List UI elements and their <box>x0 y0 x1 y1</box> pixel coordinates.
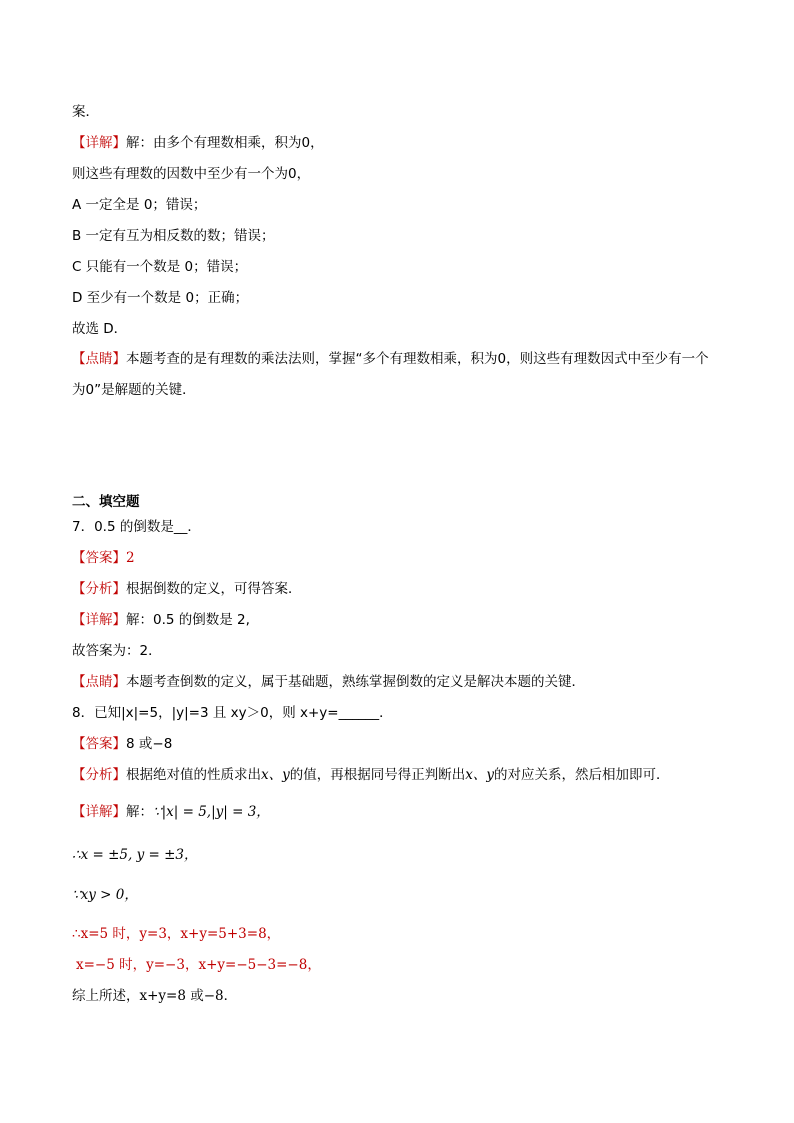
q8-eq6: 综上所述，x+y=8 或−8． <box>72 988 238 1004</box>
option-d-line: D 至少有一个数是 0；正确； <box>72 290 249 306</box>
analysis-tag: 【分析】 <box>72 767 126 783</box>
question-7: 7．0.5 的倒数是__． <box>72 519 201 535</box>
q8-analysis-vars: x、y <box>465 767 494 783</box>
option-c-line: C 只能有一个数是 0；错误； <box>72 259 248 275</box>
q8-eq5: x=−5 时，y=−3，x+y=−5−3=−8， <box>76 957 321 973</box>
option-a-line: A 一定全是 0；错误； <box>72 197 207 213</box>
question-8: 8．已知|x|=5，|y|=3 且 xy＞0，则 x+y=______． <box>72 705 393 721</box>
q8-answer-line <box>72 735 172 753</box>
point-tag: 【点睛】 <box>72 351 126 367</box>
point-paragraph <box>72 344 722 406</box>
answer-tag: 【答案】 <box>72 736 126 752</box>
text-line: 则这些有理数的因数中至少有一个为0， <box>72 166 311 182</box>
detail-line <box>72 134 324 152</box>
q8-analysis-line <box>72 766 670 784</box>
q8-detail-line <box>72 803 270 821</box>
q7-answer-line <box>72 549 135 567</box>
detail-text: 解：由多个有理数相乘，积为0， <box>126 135 324 151</box>
detail-tag: 【详解】 <box>72 612 126 628</box>
q8-eq4: ∴x=5 时，y=3，x+y=5+3=8， <box>72 926 281 942</box>
q7-conclusion: 故答案为：2． <box>72 643 162 659</box>
point-text: 本题考查的是有理数的乘法法则，掌握“多个有理数相乘，积为0，则这些有理数因式中至少有一个为0”是解题的关键． <box>72 351 709 398</box>
section-heading: 二、填空题 <box>72 494 140 510</box>
q8-analysis-e: 的对应关系，然后相加即可． <box>494 767 670 783</box>
q7-answer: 2 <box>126 550 135 566</box>
q8-analysis-a: 根据绝对值的性质求出 <box>126 767 261 783</box>
q8-answer: 8 或−8 <box>126 736 173 752</box>
q7-point-line <box>72 673 585 691</box>
q7-analysis-line <box>72 580 302 598</box>
q7-point: 本题考查倒数的定义，属于基础题，熟练掌握倒数的定义是解决本题的关键． <box>126 674 585 690</box>
option-b-line: B 一定有互为相反数的数；错误； <box>72 228 275 244</box>
q7-detail-line <box>72 611 250 629</box>
q8-detail: 解： <box>126 804 153 820</box>
q7-analysis: 根据倒数的定义，可得答案． <box>126 581 302 597</box>
q8-analysis-c: 的值，再根据同号得正判断出 <box>289 767 466 783</box>
text-line: 案． <box>72 104 99 120</box>
answer-tag: 【答案】 <box>72 550 126 566</box>
q8-eq2: ∴x = ±5, y = ±3， <box>72 847 198 863</box>
q8-analysis-vars: x、y <box>261 767 290 783</box>
detail-tag: 【详解】 <box>72 135 126 151</box>
choice-line: 故选 D． <box>72 321 128 337</box>
point-tag: 【点睛】 <box>72 674 126 690</box>
analysis-tag: 【分析】 <box>72 581 126 597</box>
q8-eq1: ∵|x| = 5,|y| = 3， <box>153 804 270 820</box>
detail-tag: 【详解】 <box>72 804 126 820</box>
q7-detail: 解：0.5 的倒数是 2, <box>126 612 250 628</box>
q8-eq3: ∵xy > 0， <box>72 887 138 903</box>
